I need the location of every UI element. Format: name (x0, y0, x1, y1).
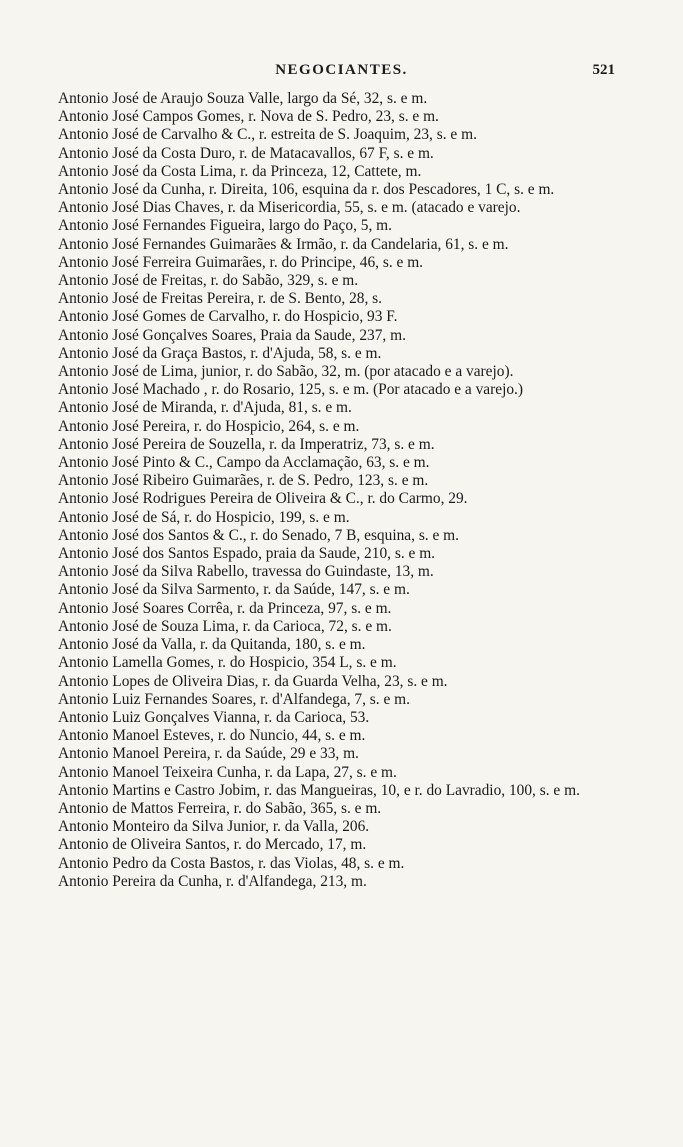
directory-entry: Antonio José de Lima, junior, r. do Sabão, 32, m. (por atacado e a varejo). (58, 363, 514, 381)
directory-entry: Antonio Luiz Gonçalves Vianna, r. da Carioca, 53. (58, 708, 370, 726)
directory-entry: Antonio José Pereira, r. do Hospicio, 264, s. e m. (58, 417, 360, 435)
directory-entry: Antonio Manoel Pereira, r. da Saúde, 29 e 33, m. (58, 745, 359, 763)
directory-entry: Antonio José de Freitas, r. do Sabão, 329, s. e m. (58, 272, 359, 290)
directory-entry: Antonio Lamella Gomes, r. do Hospicio, 354 L, s. e m. (58, 654, 397, 672)
directory-entry: Antonio Martins e Castro Jobim, r. das Mangueiras, 10, e r. do Lavradio, 100, s. e m. (58, 781, 580, 799)
directory-entry: Antonio José da Cunha, r. Direita, 106, esquina da r. dos Pescadores, 1 C, s. e m. (58, 181, 555, 199)
directory-entry: Antonio José Gomes de Carvalho, r. do Hospicio, 93 F. (58, 308, 398, 326)
page-number: 521 (592, 62, 615, 78)
directory-entry: Antonio José de Carvalho & C., r. estreita de S. Joaquim, 23, s. e m. (58, 126, 477, 144)
directory-entry: Antonio José Pereira de Souzella, r. da Imperatriz, 73, s. e m. (58, 435, 435, 453)
directory-entry: Antonio José da Valla, r. da Quitanda, 180, s. e m. (58, 636, 366, 654)
directory-entry: Antonio José de Sá, r. do Hospicio, 199, s. e m. (58, 508, 350, 526)
directory-entry: Antonio José de Araujo Souza Valle, largo da Sé, 32, s. e m. (58, 90, 428, 107)
directory-entry: Antonio José Soares Corrêa, r. da Princeza, 97, s. e m. (58, 599, 392, 617)
directory-entry: Antonio Monteiro da Silva Junior, r. da Valla, 206. (58, 818, 370, 836)
directory-entry: Antonio José Dias Chaves, r. da Misericordia, 55, s. e m. (atacado e varejo. (58, 199, 521, 217)
directory-entry: Antonio José da Costa Lima, r. da Princeza, 12, Cattete, m. (58, 162, 422, 180)
directory-entry: Antonio José Pinto & C., Campo da Acclamação, 63, s. e m. (58, 454, 430, 472)
directory-entry: Antonio José da Silva Rabello, travessa do Guindaste, 13, m. (58, 563, 434, 581)
directory-entry: Antonio Lopes de Oliveira Dias, r. da Guarda Velha, 23, s. e m. (58, 672, 448, 690)
page-title: NEGOCIANTES. (275, 62, 408, 78)
merchant-directory-list (58, 90, 626, 891)
directory-entry: Antonio José Campos Gomes, r. Nova de S. Pedro, 23, s. e m. (58, 108, 439, 126)
directory-entry: Antonio José de Freitas Pereira, r. de S. Bento, 28, s. (58, 290, 383, 308)
directory-entry: Antonio José da Silva Sarmento, r. da Saúde, 147, s. e m. (58, 581, 410, 599)
directory-entry: Antonio José Ribeiro Guimarães, r. de S. Pedro, 123, s. e m. (58, 472, 429, 490)
directory-entry: Antonio José de Miranda, r. d'Ajuda, 81, s. e m. (58, 399, 352, 417)
directory-entry: Antonio Manoel Esteves, r. do Nuncio, 44, s. e m. (58, 727, 366, 745)
directory-entry: Antonio José dos Santos & C., r. do Senado, 7 B, esquina, s. e m. (58, 526, 460, 544)
page-header (0, 62, 683, 84)
directory-entry: Antonio José de Souza Lima, r. da Carioca, 72, s. e m. (58, 617, 392, 635)
directory-entry: Antonio de Oliveira Santos, r. do Mercado, 17, m. (58, 836, 367, 854)
directory-entry: Antonio José Fernandes Guimarães & Irmão, r. da Candelaria, 61, s. e m. (58, 235, 509, 253)
directory-entry: Antonio de Mattos Ferreira, r. do Sabão, 365, s. e m. (58, 799, 382, 817)
directory-entry: Antonio Luiz Fernandes Soares, r. d'Alfandega, 7, s. e m. (58, 690, 410, 708)
directory-entry: Antonio Pedro da Costa Bastos, r. das Violas, 48, s. e m. (58, 854, 405, 872)
directory-entry: Antonio José dos Santos Espado, praia da Saude, 210, s. e m. (58, 545, 436, 563)
directory-entry: Antonio José da Graça Bastos, r. d'Ajuda, 58, s. e m. (58, 344, 382, 362)
directory-entry: Antonio José Machado , r. do Rosario, 125, s. e m. (Por atacado e a varejo.) (58, 381, 524, 399)
directory-entry: Antonio Pereira da Cunha, r. d'Alfandega, 213, m. (58, 872, 367, 890)
directory-entry: Antonio José Gonçalves Soares, Praia da Saude, 237, m. (58, 326, 406, 344)
directory-entry: Antonio José Rodrigues Pereira de Oliveira & C., r. do Carmo, 29. (58, 490, 468, 508)
directory-entry: Antonio José Ferreira Guimarães, r. do Principe, 46, s. e m. (58, 253, 424, 271)
directory-entry: Antonio José da Costa Duro, r. de Matacavallos, 67 F, s. e m. (58, 144, 434, 162)
directory-entry: Antonio Manoel Teixeira Cunha, r. da Lapa, 27, s. e m. (58, 763, 397, 781)
directory-entry: Antonio José Fernandes Figueira, largo do Paço, 5, m. (58, 217, 392, 235)
